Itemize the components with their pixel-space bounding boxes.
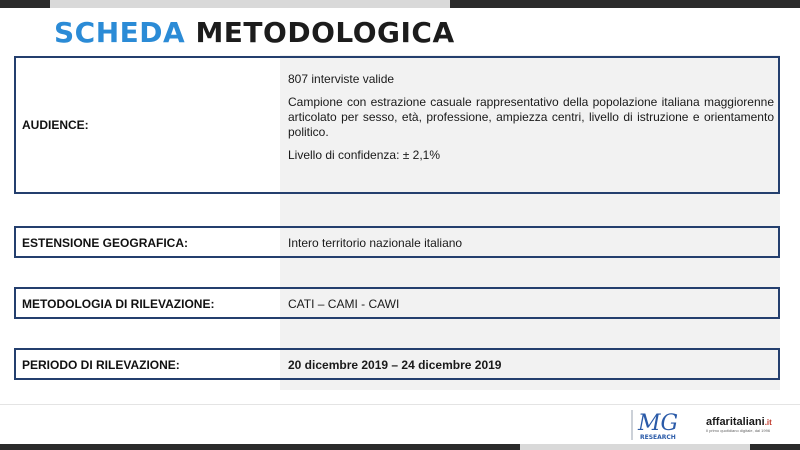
affaritaliani-logo — [706, 416, 796, 440]
mg-research-logo — [630, 408, 690, 442]
footer-divider — [0, 404, 800, 405]
mg-logo-letters: MG — [638, 411, 679, 436]
bottom-bar-accent — [520, 444, 750, 450]
audience-count: 807 interviste valide — [288, 72, 395, 86]
top-bar-accent — [50, 0, 450, 8]
affaritaliani-suffix: .it — [764, 418, 772, 427]
geographic-row — [14, 226, 780, 258]
period-value: 20 dicembre 2019 – 24 dicembre 2019 — [288, 358, 502, 372]
title-part-1: SCHEDA — [54, 16, 186, 49]
audience-sample-description: Campione con estrazione casuale rappresentativo della popolazione italiana maggiorenne articolato per sesso, età, professione, ampiezza centri, livello di istruzione e orientamento politico. — [288, 95, 774, 139]
audience-label: AUDIENCE: — [22, 118, 89, 132]
methodology-label: METODOLOGIA DI RILEVAZIONE: — [22, 297, 215, 311]
geographic-label: ESTENSIONE GEOGRAFICA: — [22, 236, 189, 250]
mg-logo-subtitle: RESEARCH — [640, 434, 676, 441]
title-part-2: METODOLOGICA — [195, 16, 455, 49]
methodology-row — [14, 287, 780, 319]
top-bar — [0, 0, 800, 8]
audience-row — [14, 56, 780, 194]
mg-research-logo-mark — [630, 408, 690, 442]
affaritaliani-tagline: Il primo quotidiano digitale, dal 1996 — [706, 428, 771, 433]
methodology-value: CATI – CAMI - CAWI — [288, 297, 400, 311]
affaritaliani-wordmark — [706, 416, 796, 428]
bottom-bar — [0, 444, 800, 450]
period-row — [14, 348, 780, 380]
page-title — [54, 16, 455, 49]
affaritaliani-name: affaritaliani — [706, 416, 765, 428]
period-label: PERIODO DI RILEVAZIONE: — [22, 358, 180, 372]
geographic-value: Intero territorio nazionale italiano — [288, 236, 463, 250]
audience-value — [288, 72, 774, 171]
audience-confidence: Livello di confidenza: ± 2,1% — [288, 148, 441, 162]
